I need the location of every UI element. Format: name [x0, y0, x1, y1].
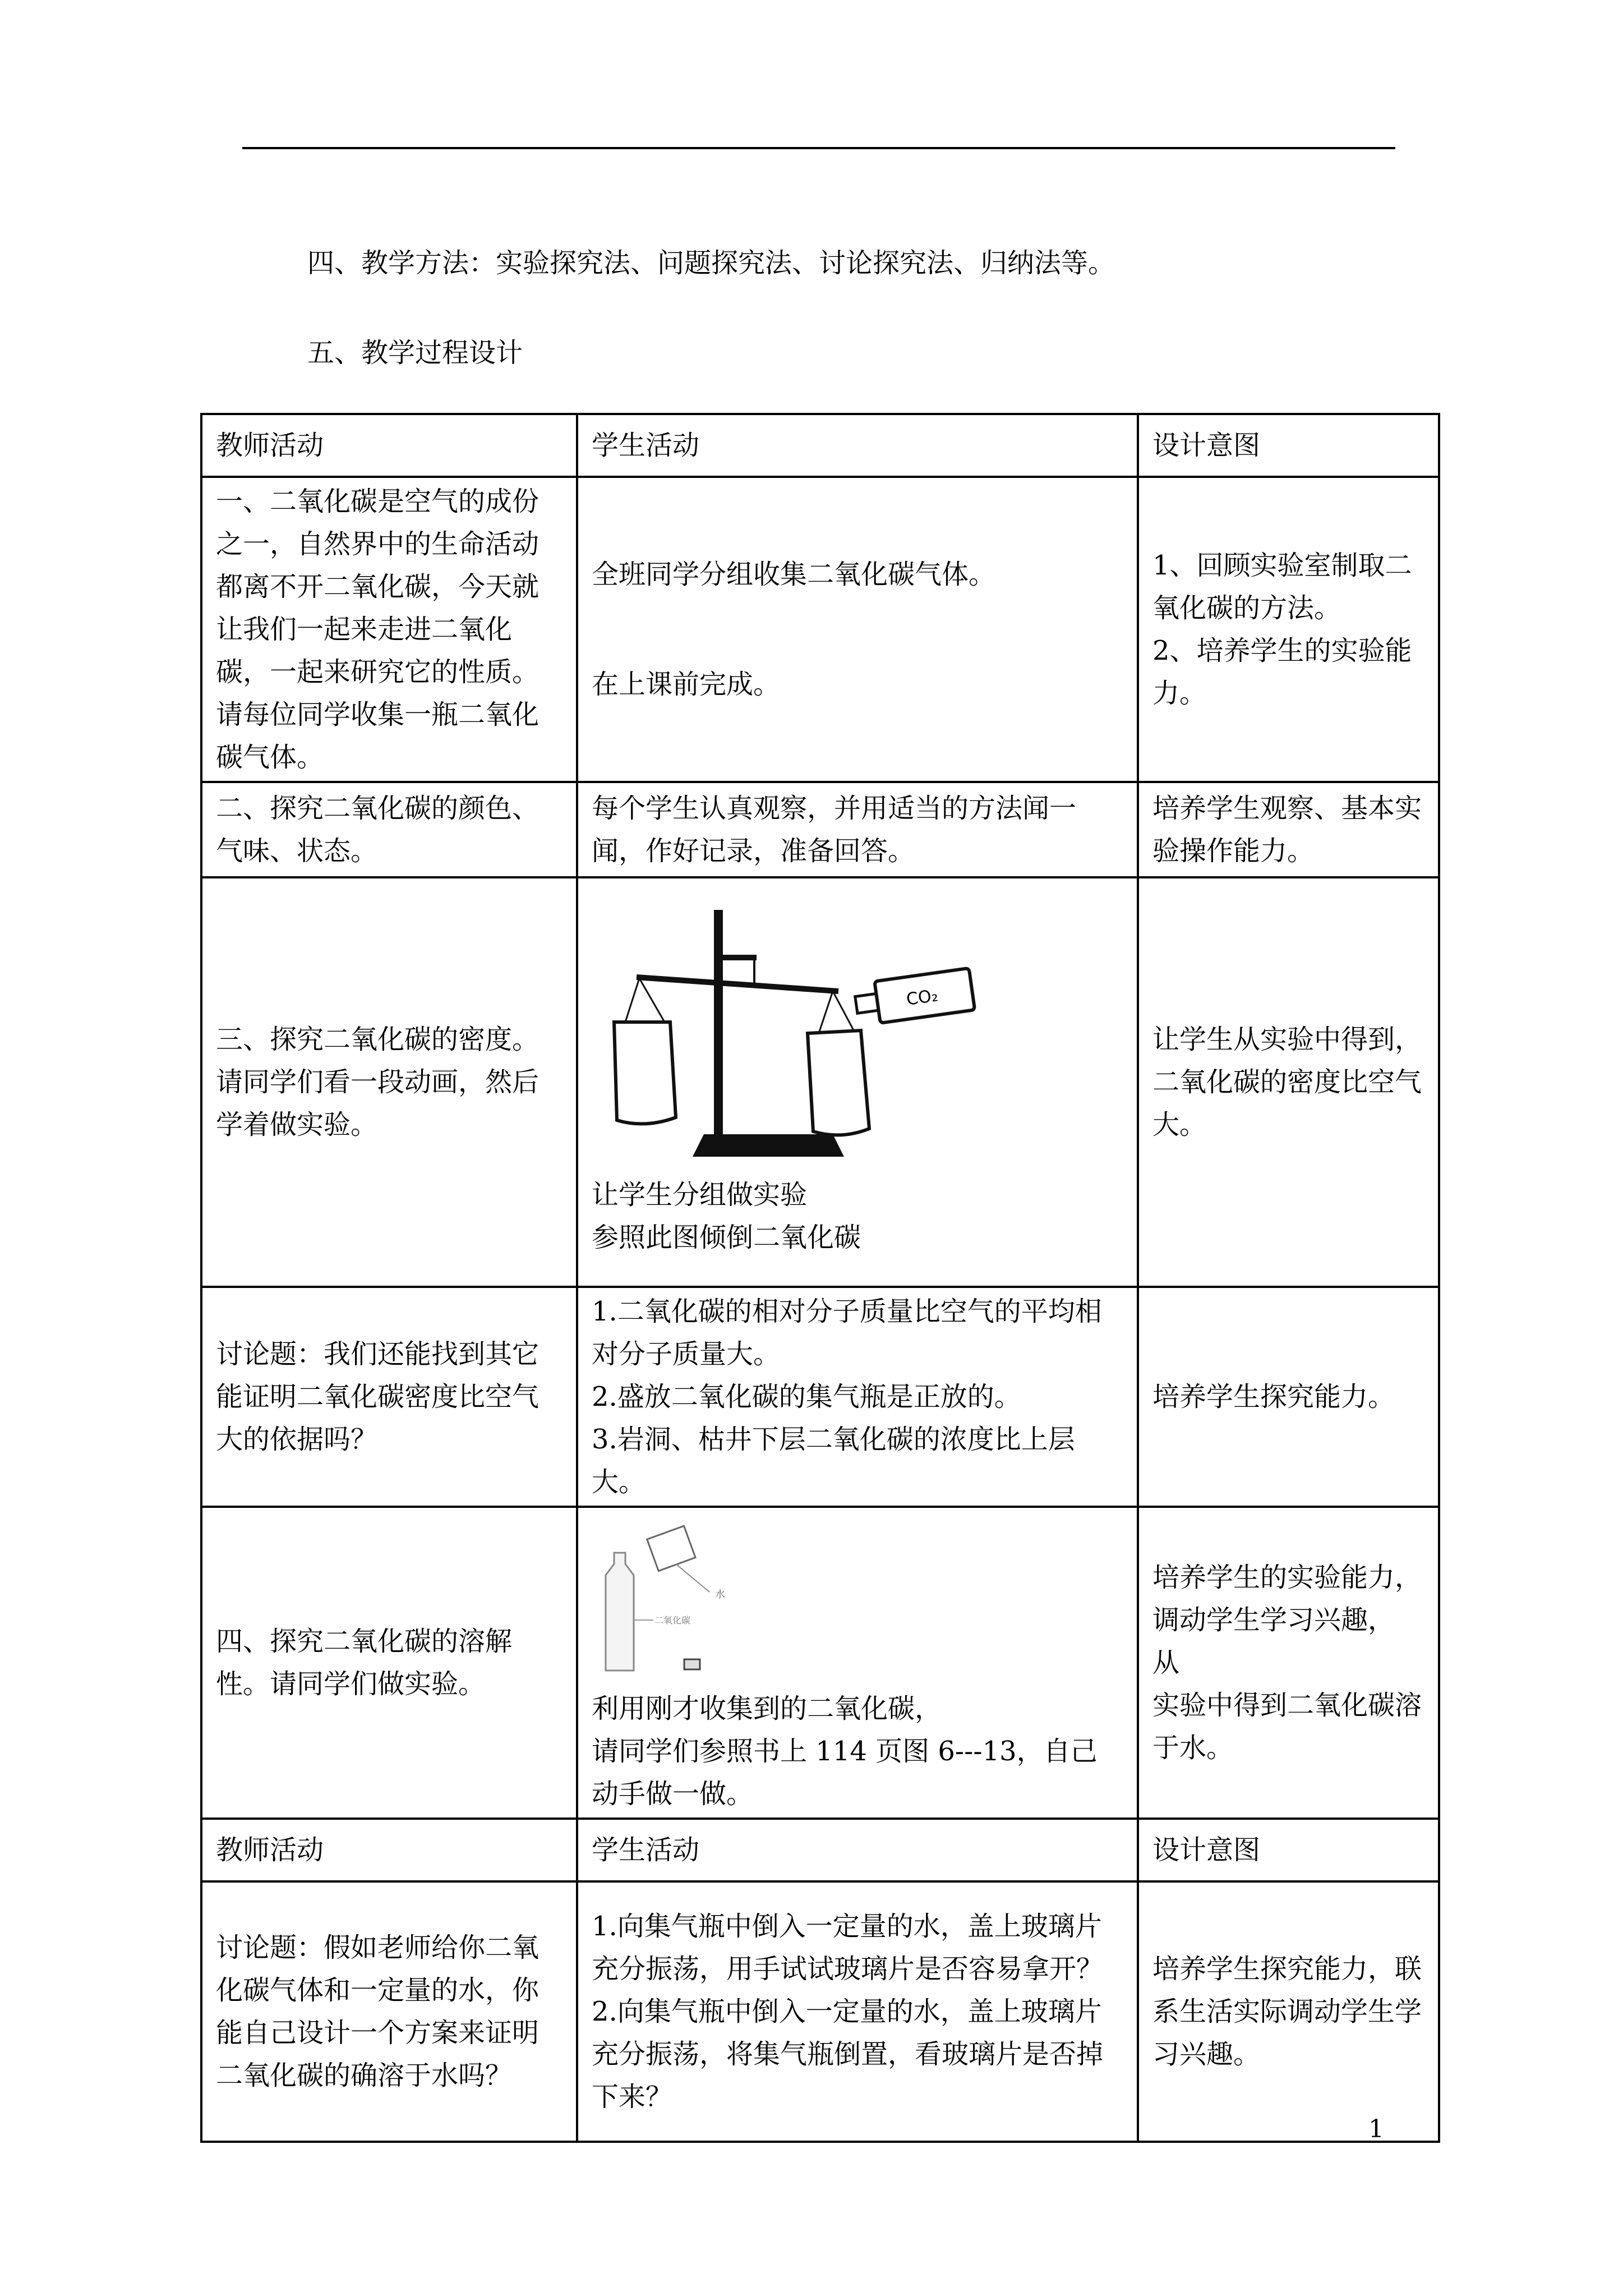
intent-cell: [1138, 1507, 1439, 1819]
student-cell: [577, 1287, 1138, 1507]
intent-cell: 让学生从实验中得到，二氧化碳的密度比空气大。: [1138, 877, 1439, 1287]
student-text: 3.岩洞、枯井下层二氧化碳的浓度比上层大。: [592, 1424, 1075, 1498]
student-cell: [577, 1881, 1138, 2142]
header-teacher: 教师活动: [201, 414, 577, 477]
page-number: 1: [1368, 2115, 1384, 2143]
teacher-cell: 讨论题：我们还能找到其它能证明二氧化碳密度比空气大的依据吗？: [201, 1287, 577, 1507]
table-row: [201, 782, 1439, 877]
co2-bottle: [854, 968, 975, 1026]
co2-bottle-label: 二氧化碳: [654, 1615, 691, 1626]
student-text: 1.向集气瓶中倒入一定量的水，盖上玻璃片充分振荡，用手试试玻璃片是否容易拿开？: [592, 1911, 1104, 1985]
teacher-cell: 一、二氧化碳是空气的成份之一，自然界中的生命活动都离不开二氧化碳，今天就让我们一起来走进二氧化碳，一起来研究它的性质。请每位同学收集一瓶二氧化碳气体。: [201, 477, 577, 782]
student-text: 利用刚才收集到的二氧化碳，: [592, 1693, 942, 1724]
student-text: 在上课前完成。: [592, 669, 781, 700]
table-header-row-repeat: [201, 1819, 1439, 1881]
student-text: 1.二氧化碳的相对分子质量比空气的平均相对分子质量大。: [592, 1296, 1102, 1370]
teacher-cell: 四、探究二氧化碳的溶解性。请同学们做实验。: [201, 1507, 577, 1819]
header-intent: 设计意图: [1138, 1819, 1439, 1881]
header-student: 学生活动: [577, 1819, 1138, 1881]
student-text: 参照此图倾倒二氧化碳: [592, 1222, 861, 1253]
right-bag: [808, 1030, 869, 1135]
bottle-water-figure: [592, 1519, 737, 1687]
section-5-title: 五、教学过程设计: [307, 337, 523, 369]
table-row: [201, 1287, 1439, 1507]
table-header-row: [201, 414, 1439, 477]
teacher-cell: 三、探究二氧化碳的密度。请同学们看一段动画，然后学着做实验。: [201, 877, 577, 1287]
bottle-cap: [684, 1659, 700, 1669]
intent-cell: 培养学生探究能力，联系生活实际调动学生学习兴趣。: [1138, 1881, 1439, 2142]
intent-text: 2、培养学生的实验能力。: [1152, 635, 1412, 709]
student-text: 2.盛放二氧化碳的集气瓶是正放的。: [592, 1381, 1021, 1412]
stand-pole: [714, 910, 723, 1145]
co2-label: CO₂: [905, 986, 939, 1010]
student-cell: [577, 877, 1138, 1287]
intent-text: 从: [1152, 1647, 1180, 1678]
teaching-process-table: [200, 413, 1440, 2143]
student-text: 请同学们参照书上 114 页图 6---13，自己动手做一做。: [592, 1736, 1098, 1810]
student-text: 全班同学分组收集二氧化碳气体。: [592, 559, 996, 590]
teacher-cell: 讨论题：假如老师给你二氧化碳气体和一定量的水，你能自己设计一个方案来证明二氧化碳的确溶于水吗？: [201, 1881, 577, 2142]
beaker-icon: [647, 1526, 695, 1571]
table-row: [201, 1881, 1439, 2142]
student-cell: [577, 477, 1138, 782]
header-teacher: 教师活动: [201, 1819, 577, 1881]
intent-cell: 培养学生观察、基本实验操作能力。: [1138, 782, 1439, 877]
intent-cell: 培养学生探究能力。: [1138, 1287, 1439, 1507]
header-student: 学生活动: [577, 414, 1138, 477]
table-row: [201, 1507, 1439, 1819]
intent-cell: [1138, 477, 1439, 782]
plastic-bottle: [606, 1553, 634, 1671]
co2-balance-figure: [592, 893, 984, 1174]
header-intent: 设计意图: [1138, 414, 1439, 477]
student-text: 2.向集气瓶中倒入一定量的水，盖上玻璃片充分振荡，将集气瓶倒置，看玻璃片是否掉下来？: [592, 1996, 1104, 2113]
intent-text: 实验中得到二氧化碳溶于水。: [1152, 1690, 1422, 1764]
student-cell: [577, 1507, 1138, 1819]
student-text: 让学生分组做实验: [592, 1179, 808, 1211]
table-row: [201, 877, 1439, 1287]
student-cell: 每个学生认真观察，并用适当的方法闻一闻，作好记录，准备回答。: [577, 782, 1138, 877]
table-row: [201, 477, 1439, 782]
intent-text: 培养学生的实验能力，调动学生学习兴趣，: [1152, 1562, 1422, 1636]
water-label: 水: [715, 1589, 725, 1600]
header-rule: [242, 147, 1395, 149]
intent-text: 1、回顾实验室制取二氧化碳的方法。: [1152, 550, 1412, 624]
balance-beam: [637, 977, 838, 991]
teacher-cell: 二、探究二氧化碳的颜色、气味、状态。: [201, 782, 577, 877]
left-bag: [614, 1022, 676, 1124]
section-4-methods: 四、教学方法：实验探究法、问题探究法、讨论探究法、归纳法等。: [307, 247, 1115, 279]
